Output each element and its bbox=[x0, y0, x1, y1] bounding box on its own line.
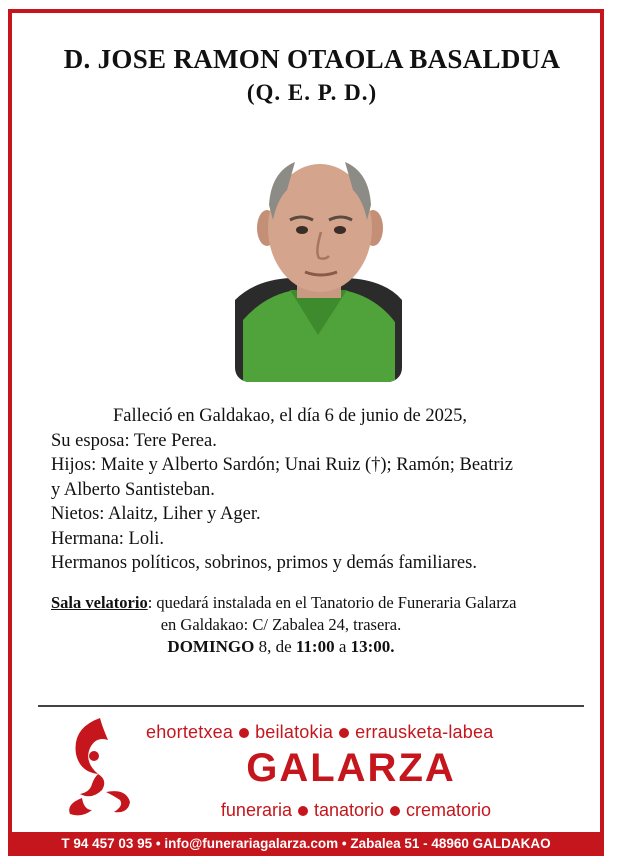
wake-text-1: : quedará instalada en el Tanatorio de Funeraria Galarza bbox=[147, 593, 517, 612]
sister-line: Hermana: Loli. bbox=[51, 528, 165, 549]
service-errausketa: errausketa-labea bbox=[355, 722, 494, 742]
grandchildren-line: Nietos: Alaitz, Liher y Ager. bbox=[51, 504, 261, 524]
wake-schedule bbox=[51, 636, 581, 658]
services-basque bbox=[146, 722, 566, 743]
relatives-line: Hermanos políticos, sobrinos, primos y demás familiares. bbox=[51, 553, 477, 573]
bullet-dot bbox=[239, 728, 249, 738]
death-notice-line: Falleció en Galdakao, el día 6 de junio de 2025, bbox=[113, 406, 467, 426]
service-tanatorio: tanatorio bbox=[313, 800, 385, 820]
wife-line: Su esposa: Tere Perea. bbox=[51, 430, 217, 451]
wake-time-to: 13:00. bbox=[350, 637, 395, 656]
bullet-dot bbox=[339, 728, 349, 738]
children-line: Hijos: Maite y Alberto Sardón; Unai Ruiz (†); Ramón; Beatriz bbox=[51, 455, 513, 475]
obituary-body bbox=[51, 404, 581, 576]
service-beilatokia: beilatokia bbox=[255, 722, 334, 742]
wake-label: Sala velatorio bbox=[51, 593, 148, 612]
bullet-dot bbox=[298, 806, 308, 816]
wake-time-from: 11:00 bbox=[295, 637, 335, 656]
qepd-label: (Q. E. P. D.) bbox=[246, 80, 378, 105]
wake-day: DOMINGO bbox=[167, 637, 255, 656]
deceased-name: D. JOSE RAMON OTAOLA BASALDUA bbox=[63, 44, 561, 74]
wake-time-sep: a bbox=[338, 637, 347, 656]
portrait-illustration bbox=[235, 150, 402, 382]
divider bbox=[38, 705, 584, 707]
brand-name: GALARZA bbox=[246, 746, 456, 790]
wake-date: 8, de bbox=[258, 637, 292, 656]
portrait-photo bbox=[235, 150, 402, 382]
bullet-dot bbox=[390, 806, 400, 816]
wake-text-2: en Galdakao: C/ Zabalea 24, trasera. bbox=[160, 615, 402, 634]
contact-footer: T 94 457 03 95 • info@funerariagalarza.com • Zabalea 51 - 48960 GALDAKAO bbox=[8, 832, 604, 856]
service-ehortetxea: ehortetxea bbox=[146, 722, 234, 742]
galarza-logo-icon bbox=[62, 714, 136, 818]
services-spanish bbox=[146, 800, 566, 821]
service-funeraria: funeraria bbox=[220, 800, 292, 820]
children-line-cont: y Alberto Santisteban. bbox=[51, 479, 215, 500]
wake-info bbox=[51, 592, 581, 658]
service-crematorio: crematorio bbox=[406, 800, 492, 820]
